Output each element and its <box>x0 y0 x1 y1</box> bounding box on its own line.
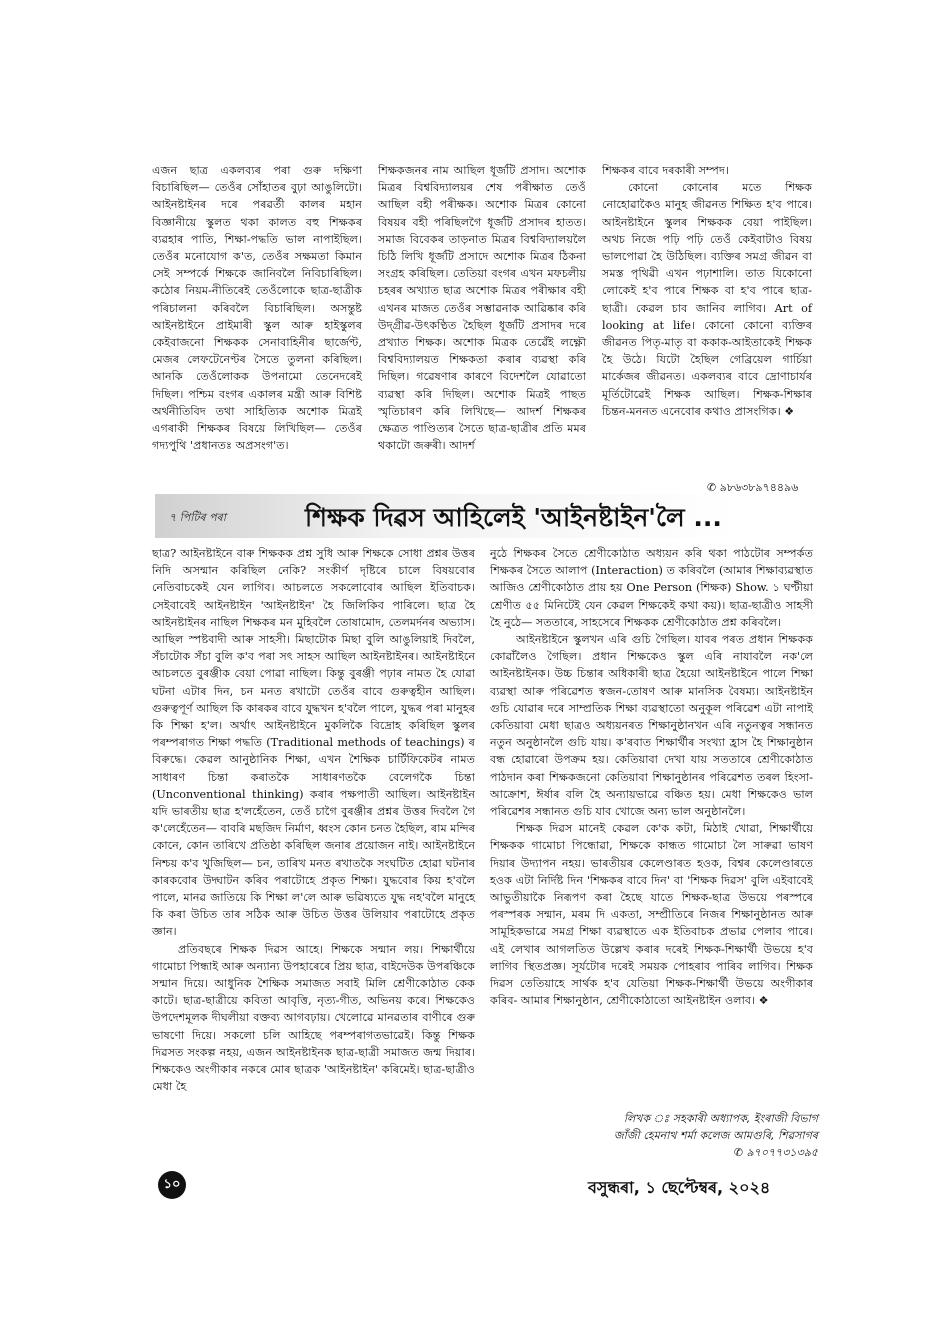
bottom-col2-para3: শিক্ষক দিৱস মানেই কেৱল কে'ক কটা, মিঠাই খোৱা, শিক্ষাৰ্থীয়ে শিক্ষকক গামোচা পিন্ধোৱা, শিক্ষকে কান্ধত গামোচা লৈ সাৰুৱা ভাষণ দিয়াৰ উদ্যাপন নহয়। ভাৰতীয়ৰ কেলেণ্ডাৰত হওক, বিশ্বৰ কেলেণ্ডাৰতে হওক এটা নিৰ্দিষ্ট দিন 'শিক্ষকৰ বাবে দিন' বা 'শিক্ষক দিৱস' বুলি এইবাবেই আভুতীয়াকৈ নিৰূপণ কৰা হৈছে যাতে শিক্ষক-ছাত্ৰ উভয়ে পৰস্পৰে পৰস্পৰক সন্মান, মৰম দি একতা, সম্প্ৰীতিৰে নিজৰ শিক্ষানুষ্ঠানত আৰু সামূহিকভাৱে সমগ্ৰ শিক্ষা ব্যৱস্থাতে এক ইতিবাচক প্ৰভাৱ পেলাব পাৰে। এই লেখাৰ আগলতিত উল্লেখ কৰাৰ দৰেই শিক্ষক-শিক্ষাৰ্থী উভয়ে হ'ব লাগিব স্থিতপ্ৰজ্ঞ। সূৰ্যটোৰ দৰেই সময়ক পোহৰাব পাৰিব লাগিব। শিক্ষক দিৱস তেতিয়াহে সাৰ্থক হ'ব যেতিয়া শিক্ষক-শিক্ষাৰ্থী উভয়ে অংগীকাৰ কৰিব- আমাৰ শিক্ষানুষ্ঠান, শ্ৰেণীকোঠাতো আইনষ্টাইন ওলাব। ❖ <box>490 822 813 1008</box>
article-title: শিক্ষক দিৱস আহিলেই 'আইনষ্টাইন'লৈ ... <box>305 503 722 532</box>
author-line-2: জাঁজী হেমনাথ শৰ্মা কলেজ আমগুৰি, শিৱসাগৰ <box>613 1129 818 1142</box>
author-line-1: লিখক ঃ সহকাৰী অধ্যাপক, ইংৰাজী বিভাগ <box>623 1112 818 1125</box>
author-block <box>560 1110 818 1161</box>
bottom-col2-para1: নুঠে শিক্ষকৰ সৈতে শ্ৰেণীকোঠাত অধ্যয়ন কৰি থকা পাঠটোৰ সম্পৰ্কত শিক্ষকৰ সৈতে আলাপ (Interaction) ত কৰিবলৈ (আমাৰ শিক্ষাব্যৱস্থাত আজিও শ্ৰেণীকোঠাত প্ৰায় হয় One Person (শিক্ষক) Show. ১ ঘণ্টীয়া শ্ৰেণীত ৫৫ মিনিটেই যেন কেৱল শিক্ষকেই কথা কয়)। ছাত্ৰ-ছাত্ৰীও সাহসী হৈ নুঠে— সততাৰে, সাহসেৰে শিক্ষকক শ্ৰেণীকোঠাত প্ৰশ্ন কৰিবলৈ। <box>490 547 813 629</box>
top-phone: ✆ ৯৮৬৩৮৯৭৪৪৯৬ <box>707 481 799 494</box>
bottom-col1-para2: প্ৰতিবছৰে শিক্ষক দিৱস আহে। শিক্ষকে সন্মান লয়। শিক্ষাৰ্থীয়ে গামোচা পিন্ধাই আৰু অন্যান্য উপহাৰেৰে প্ৰিয় ছাত্ৰ, বাইদেউক উপৰঞ্চিকে সন্মান দিয়ে। আধুনিক শৈক্ষিক সমাজত সবাই মিলি শ্ৰেণীকোঠাত কেক কাটে। ছাত্ৰ-ছাত্ৰীয়ে কবিতা আবৃত্তি, নৃত্য-গীত, অভিনয় কৰে। শিক্ষকেও উপদেশমূলক দীঘলীয়া বক্তব্য আগবঢ়ায়। খেলোৱে মানৱতাৰ বাণীৰে গুৰু ভাষণো দিয়ে। সকলো চলি আহিছে পৰম্পৰাগতভাৱেই। কিন্তু শিক্ষক দিৱসত সংকল্প নহয়, এজন আইনষ্টাইনক ছাত্ৰ-ছাত্ৰী সমাজত জন্ম দিয়াৰ। শিক্ষকেও অংগীকাৰ নকৰে মোৰ ছাত্ৰক 'আইনষ্টাইন' কৰিমেই। ছাত্ৰ-ছাত্ৰীও মেধা হৈ <box>152 942 475 1094</box>
top-column-2 <box>378 162 586 454</box>
author-phone: ✆ ৯৭০৭৭৩১৩৯৫ <box>733 1146 818 1159</box>
top-col2-text: শিক্ষকজনৰ নাম আছিল ধূৰ্জটি প্ৰসাদ। অশোক মিত্ৰৰ বিশ্ববিদ্যালয়ৰ শেষ পৰীক্ষাত তেওঁ আছিল বহী পৰীক্ষক। অশোক মিত্ৰৰ কোনো বিষয়ৰ বহী পৰিছিলগৈ ধূৰ্জটি প্ৰসাদৰ হাতত। সমাজ বিবেকৰ তাড়নাত মিত্ৰৰ বিশ্ববিদ্যালয়লৈ চিঠি লিখি ধূৰ্জটি প্ৰসাদে অশোক মিত্ৰৰ ঠিকনা সংগ্ৰহ কৰিছিল। তেতিয়া বংগৰ এখন মফচলীয় চহৰৰ অখ্যাত ছাত্ৰ অশোক মিত্ৰৰ পৰীক্ষাৰ বহী এখনৰ মাজত তেওঁৰ সম্ভাৱনাক আৱিষ্কাৰ কৰি উদ্গ্ৰীৱ-উৎকণ্ঠিত হৈছিল ধূৰ্জটি প্ৰসাদৰ দৰে প্ৰখ্যাত শিক্ষক। অশোক মিত্ৰক তেৱেঁই লক্ষ্ণৌ বিশ্ববিদ্যালয়ত শিক্ষকতা কৰাৰ ব্যৱস্থা কৰি দিছিল। গৱেষণাৰ কাৰণে বিদেশলৈ যোৱাতো ব্যৱস্থা কৰি দিছিল। অশোক মিত্ৰই পাছত স্মৃতিচাৰণ কৰি লিখিছে— আদৰ্শ শিক্ষকৰ ক্ষেত্ৰত পাণ্ডিত্যৰ সৈতে ছাত্ৰ-ছাত্ৰীৰ প্ৰতি মমৰ থকাটো জৰুৰী। আদৰ্শ <box>378 164 586 453</box>
top-col1-text: এজন ছাত্ৰ একলব্যৰ পৰা গুৰু দক্ষিণা বিচাৰিছিল— তেওঁৰ সোঁহাতৰ বুঢ়া আঙুলিটো। আইনষ্টাইনৰ দৰে পৰৱৰ্তী কালৰ মহান বিজ্ঞানীয়ে স্কুলত থকা কালত বহু শিক্ষকৰ ব্যৱহাৰ পাতি, শিক্ষা-পদ্ধতি ভাল নাপাইছিল। তেওঁৰ মনোযোগ ক'ত, তেওঁৰ সক্ষমতা কিমান সেই সম্পৰ্কে শিক্ষকে জানিবলৈ নিবিচাৰিছিল। কঠোৰ নিয়ম-নীতিৰেই তেওঁলোকে ছাত্ৰ-ছাত্ৰীক পৰিচালনা কৰিবলৈ বিচাৰিছিল। অসন্তুষ্ট আইনষ্টাইনে প্ৰাইমাৰী স্কুল আৰু হাইস্কুলৰ কেইবাজনো শিক্ষকক সেনাবাহিনীৰ ছাৰ্জেণ্ট, মেজৰ লেফটেনেণ্টৰ সৈতে তুলনা কৰিছিল। আনকি তেওঁলোকক উপনামো তেনেদৰেই দিছিল। পশ্চিম বংগৰ একালৰ মন্ত্ৰী আৰু বিশিষ্ট অৰ্থনীতিবিদ তথা সাহিত্যিক অশোক মিত্ৰই এগৰাকী শিক্ষকৰ বিষয়ে লিখিছিল— তেওঁৰ গদ্যপুথি 'প্ৰধানতঃ অপ্ৰসংগ'ত। <box>152 164 362 453</box>
bottom-column-1 <box>152 545 475 1096</box>
top-column-3 <box>602 162 812 420</box>
page-number: ১০ <box>158 1171 186 1199</box>
top-column-1 <box>152 162 362 454</box>
bottom-column-2 <box>490 545 813 1009</box>
top-col3-lead: শিক্ষকৰ বাবে দৰকাৰী সম্পদ। <box>602 164 729 177</box>
article-banner <box>155 494 739 538</box>
publication-footer: বসুন্ধৰা, ১ ছেপ্টেম্বৰ, ২০২৪ <box>588 1178 771 1197</box>
continued-from-label: ৭ পিটিৰ পৰা <box>169 511 226 524</box>
top-col3-text: কোনো কোনোৰ মতে শিক্ষক নোহোৱাকৈও মানুহ জীৱনত শিক্ষিত হ'ব পাৰে। আইনষ্টাইনে স্কুলৰ শিক্ষকক বেয়া পাইছিল। অথচ নিজে পঢ়ি পঢ়ি তেওঁ কেইবাটাও বিষয় ভালপোৱা হৈ উঠিছিল। ব্যক্তিৰ সমগ্ৰ জীৱন বা সমস্ত পৃথিৱী এখন পঢ়াশালি। তাত যিকোনো লোকেই হ'ব পাৰে শিক্ষক বা হ'ব পাৰে ছাত্ৰ-ছাত্ৰী। কেৱল চাব জানিব লাগিব। Art of looking at life। কোনো কোনো ব্যক্তিৰ জীৱনত পিতৃ-মাতৃ বা ককাক-আইতাকেই শিক্ষক হৈ উঠে। যিটো হৈছিল গেব্ৰিয়েল গাৰ্চিয়া মাৰ্কেজৰ জীৱনত। একলব্যৰ বাবে দ্ৰোণাচাৰ্যৰ মূৰ্তিটোৱেই শিক্ষক আছিল। শিক্ষক-শিক্ষাৰ চিন্তন-মননত এনেবোৰ কথাও প্ৰাসংগিক। ❖ <box>602 181 812 418</box>
bottom-col1-para1: ছাত্ৰ? আইনষ্টাইনে বাৰু শিক্ষকক প্ৰশ্ন সুধি আৰু শিক্ষকে সোধা প্ৰশ্নৰ উত্তৰ নিদি অসন্মান কৰিছিল নেকি? সংকীৰ্ণ দৃষ্টিৰে চালে বিষয়বোৰ নেতিবাচকেই যেন লাগিব। আচলতে সকলোবোৰ আছিল ইতিবাচক। সেইবাবেই আইনষ্টাইন 'আইনষ্টাইন' হৈ জিলিকিব পাৰিলে। ছাত্ৰ হৈ আইনষ্টাইনৰ নাছিল শিক্ষকৰ মন মুহিবলৈ তোষামোদ, তেলমৰ্দনৰ অভ্যাস। আছিল স্পষ্টবাদী আৰু সাহসী। মিছাটোক মিছা বুলি আঙুলিয়াই দিবলৈ, সঁচাটোক সঁচা বুলি ক'ব পৰা সৎ সাহস আছিল আইনষ্টাইনৰ। আইনষ্টাইনে আচলতে বুৰঞ্জীক বেয়া পোৱা নাছিল। কিন্তু বুৰঞ্জী পঢ়াৰ নামত হৈ যোৱা ঘটনা এটাৰ দিন, চন মনত ৰখাটো তেওঁৰ বাবে গুৰুত্বহীন আছিল। গুৰুত্বপূৰ্ণ আছিল কি কাৰকৰ বাবে যুদ্ধখন হ'বলৈ পালে, যুদ্ধৰ পৰা মানুহৰ কি শিক্ষা হ'ল। অৰ্থাৎ আইনষ্টাইনে মুকলিকৈ বিদ্ৰোহ কৰিছিল স্কুলৰ পৰম্পৰাগত শিক্ষা পদ্ধতি (Traditional methods of teachings) ৰ বিৰুদ্ধে। কেৱল আনুষ্ঠানিক শিক্ষা, এখন শৈক্ষিক চাৰ্টিফিকেটৰ নামত সাধাৰণ চিন্তা কৰাতকৈ সাধাৰণতকৈ বেলেগকৈ চিন্তা (Unconventional thinking) কৰাৰ পক্ষপাতী আছিল। আইনষ্টাইন যদি ভাৰতীয় ছাত্ৰ হ'লহেঁতেন, তেওঁ চাগৈ বুৰঞ্জীৰ প্ৰশ্নৰ উত্তৰ দিবলৈ গৈ ক'লেহেঁতেন— বাবৰি মছজিদ নিৰ্মাণ, ধ্বংস কোন চনত হৈছিল, ৰাম মন্দিৰ কোনে, কোন তাৰিখে প্ৰতিষ্ঠা কৰিছিল জনাৰ প্ৰয়োজন নাই। আইনষ্টাইনে নিশ্চয় ক'ব খুজিছিল— চন, তাৰিখ মনত ৰখাতকৈ সংঘটিত হোৱা ঘটনাৰ কাৰকবোৰ উদ্ঘাটন কৰিব পৰাটোহে প্ৰকৃত শিক্ষা। যুদ্ধবোৰ কিয় হ'বলৈ পালে, মানৱ জাতিয়ে কি শিক্ষা ল'লে আৰু ভৱিষ্যতে যুদ্ধ নহ'বলৈ মানুহে কি কৰা উচিত তাৰ সঠিক আৰু উচিত উত্তৰ উলিয়াব পৰাটোহে প্ৰকৃত জ্ঞান। <box>152 547 475 939</box>
bottom-col2-para2: আইনষ্টাইনে স্কুলখন এৰি গুচি গৈছিল। যাবৰ পৰত প্ৰধান শিক্ষকক কোৱাঁলৈও গৈছিল। প্ৰধান শিক্ষকেও স্কুল এৰি নাযাবলৈ নক'লে আইনষ্টাইনক। উচ্চ চিন্তাৰ অধিকাৰী ছাত্ৰ হৈয়ো আইনষ্টাইনে পালে শিক্ষা ব্যৱস্থা আৰু পৰিৱেশত স্বজন-তোষণ আৰু মানসিক বৈষম্য। আইনষ্টাইন গুচি যোৱাৰ দৰে সাম্প্ৰতিক শিক্ষা ব্যৱস্থাতো অনুকূল পৰিৱেশ এটা নাপাই কেতিয়াবা মেধা ছাত্ৰও অধ্যয়নৰত শিক্ষানুষ্ঠানখন এৰি নতুনত্বৰ সন্ধানত নতুন অনুষ্ঠানলৈ গুচি যায়। ক'ৰবাত শিক্ষাৰ্থীৰ সংখ্যা হ্ৰাস হৈ শিক্ষানুষ্ঠান বন্ধ হোৱাৰো উপক্ৰম হয়। কেতিয়াবা দেখা যায় সততাৰে শ্ৰেণীকোঠাত পাঠদান কৰা শিক্ষকজনো কেতিয়াবা শিক্ষানুষ্ঠানৰ পৰিৱেশত তৰল হিংসা-আক্ৰোশ, ঈৰ্ষাৰ বলি হৈ অন্যায়ভাৱে বঞ্চিত হয়। মেধা শিক্ষকেও ভাল পৰিৱেশৰ সন্ধানত গুচি যাব খোজে অন্য ভাল অনুষ্ঠানলৈ। <box>490 633 813 819</box>
